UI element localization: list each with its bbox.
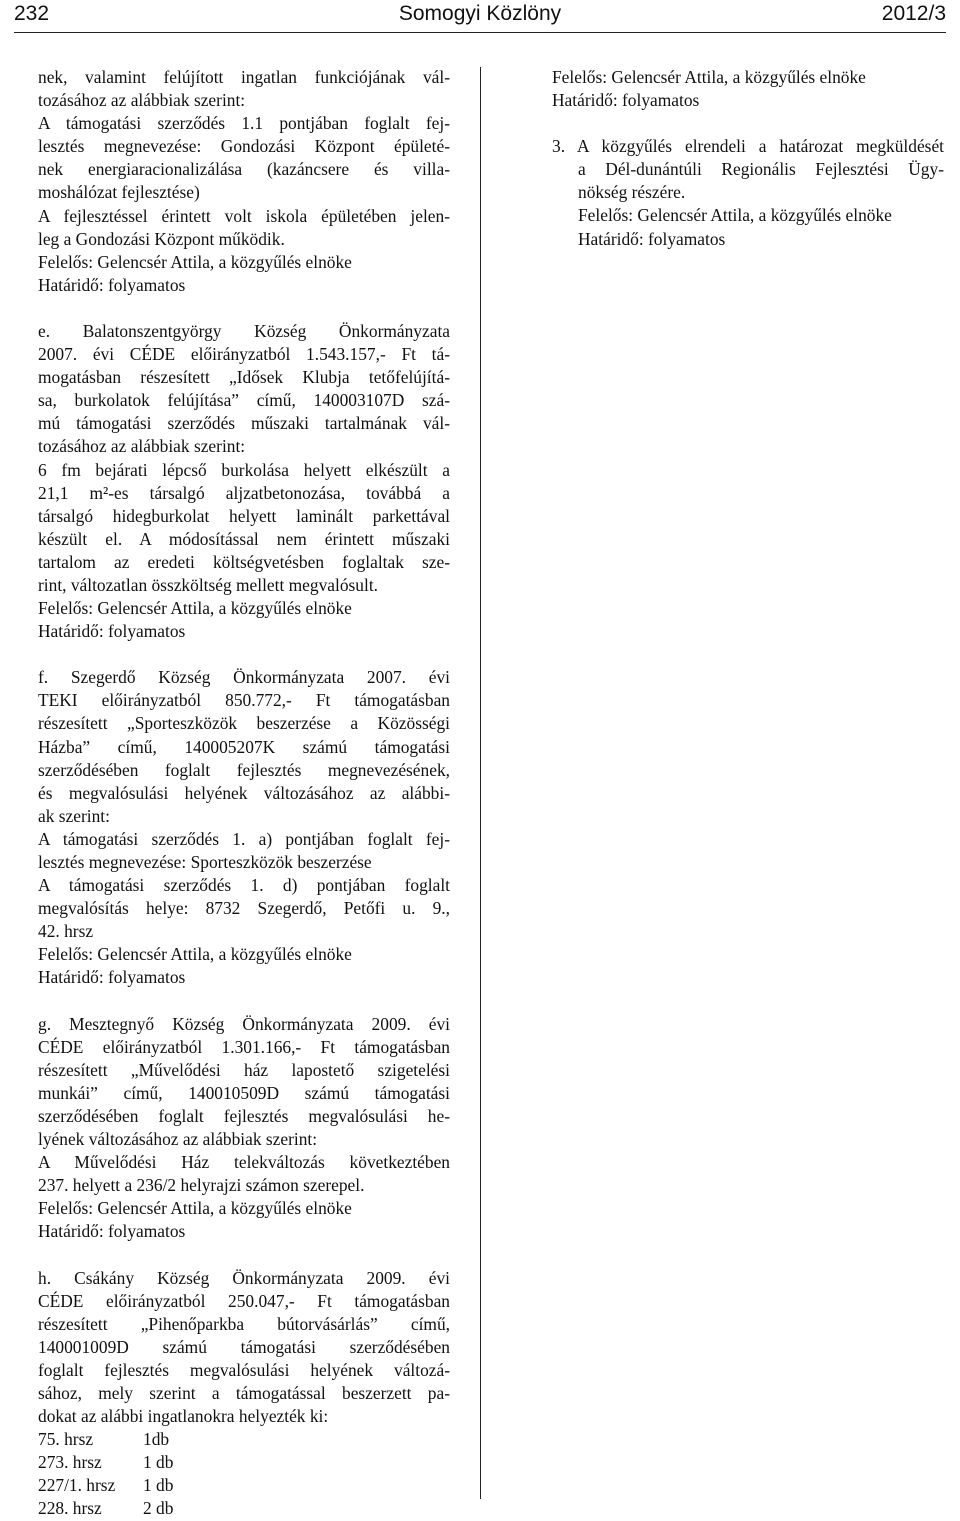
text-line: CÉDE előirányzatból 250.047,- Ft támogatásban [38, 1290, 450, 1311]
text-line: leg a Gondozási Központ működik. [38, 228, 285, 249]
text-line: ak szerint: [38, 805, 110, 826]
text-line: munkái” című, 140010509D számú támogatási [38, 1082, 450, 1103]
section-heading-line: e. Balatonszentgyörgy Község Önkormányzata [38, 320, 450, 341]
text-line: készült el. A módosítással nem érintett műszaki [38, 528, 450, 549]
text-line: szerződésében foglalt fejlesztés megvalósulási he- [38, 1105, 450, 1126]
text-line: a Dél-dunántúli Regionális Fejlesztési Ügy- [578, 159, 944, 180]
text-line: nek energiaracionalizálása (kazáncsere és villa- [38, 159, 450, 180]
text-line: sához, mely szerint a támogatással beszerzett pa- [38, 1382, 450, 1403]
section-heading-line: f. Szegerdő Község Önkormányzata 2007. évi [38, 667, 450, 688]
text-line: 21,1 m²-es társalgó aljzatbetonozása, továbbá a [38, 482, 450, 503]
text-line: rint, változatlan összköltség mellett megvalósult. [38, 574, 379, 595]
parcel-hrsz: 273. hrsz [38, 1452, 102, 1473]
text-line: részesített „Művelődési ház lapostető szigetelési [38, 1059, 450, 1080]
text-line: tartalom az eredeti költségvetésben foglaltak sze- [38, 551, 450, 572]
parcel-qty: 1 db [143, 1452, 174, 1473]
parcel-hrsz: 75. hrsz [38, 1429, 94, 1450]
text-line: A Művelődési Ház telekváltozás következtében [38, 1152, 450, 1173]
text-line: mogatásban részesített „Idősek Klubja tetőfelújítá- [38, 367, 450, 388]
parcel-row [38, 1474, 450, 1497]
parcel-row [38, 1451, 450, 1474]
text-line: 42. hrsz [38, 921, 94, 942]
journal-title: Somogyi Közlöny [398, 2, 562, 25]
section-heading-line: h. Csákány Község Önkormányzata 2009. évi [38, 1267, 450, 1288]
text-line: és megvalósulási helyének változásához az alábbi- [38, 782, 450, 803]
parcel-hrsz: 228. hrsz [38, 1498, 102, 1519]
text-line: nek, valamint felújított ingatlan funkciójának vál- [38, 67, 450, 87]
deadline-line: Határidő: folyamatos [38, 621, 186, 642]
responsible-line: Felelős: Gelencsér Attila, a közgyűlés elnöke [578, 205, 892, 226]
parcel-qty: 1db [143, 1429, 170, 1450]
deadline-line: Határidő: folyamatos [38, 274, 186, 295]
responsible-line: Felelős: Gelencsér Attila, a közgyűlés elnöke [38, 598, 352, 619]
text-line: részesített „Pihenőparkba bútorvásárlás” című, [38, 1313, 450, 1334]
text-line: Házba” című, 140005207K számú támogatási [38, 736, 450, 757]
right-column [552, 66, 944, 251]
text-line: foglalt fejlesztés megvalósulási helyének változá- [38, 1359, 450, 1380]
section-f [38, 666, 450, 989]
deadline-line: Határidő: folyamatos [38, 1221, 186, 1242]
issue-number: 2012/3 [881, 2, 946, 25]
text-line: dokat az alábbi ingatlanokra helyezték ki: [38, 1406, 329, 1427]
deadline-line: Határidő: folyamatos [38, 967, 186, 988]
deadline-line: Határidő: folyamatos [578, 228, 726, 249]
parcel-qty: 2 db [143, 1498, 174, 1519]
text-line: 2007. évi CÉDE előirányzatból 1.543.157,- Ft tá- [38, 344, 450, 365]
text-line: A támogatási szerződés 1. d) pontjában foglalt [38, 875, 450, 896]
section-e [38, 320, 450, 643]
text-line: A támogatási szerződés 1.1 pontjában foglalt fej- [38, 113, 450, 134]
responsible-line: Felelős: Gelencsér Attila, a közgyűlés elnöke [552, 67, 866, 87]
page-header [0, 0, 960, 30]
text-line: 6 fm bejárati lépcső burkolása helyett elkészült a [38, 459, 450, 480]
text-line: lyének változásához az alábbiak szerint: [38, 1129, 318, 1150]
text-line: sa, burkolatok felújítása” című, 140003107D szá- [38, 390, 450, 411]
page-number: 232 [14, 2, 50, 25]
numbered-item-line: 3. A közgyűlés elrendeli a határozat megküldését [552, 136, 944, 157]
header-rule [14, 32, 946, 33]
intro-paragraph [38, 66, 450, 297]
text-line: A fejlesztéssel érintett volt iskola épületében jelen- [38, 205, 450, 226]
responsible-line: Felelős: Gelencsér Attila, a közgyűlés elnöke [38, 1198, 352, 1219]
item-3 [552, 135, 944, 250]
text-line: mú támogatási szerződés műszaki tartalmának vál- [38, 413, 450, 434]
parcel-qty: 1 db [143, 1475, 174, 1496]
text-line: lesztés megnevezése: Gondozási Központ épületé- [38, 136, 450, 157]
section-h [38, 1267, 450, 1521]
text-line: nökség részére. [578, 182, 686, 203]
text-line: TEKI előirányzatból 850.772,- Ft támogatásban [38, 690, 450, 711]
text-line: részesített „Sporteszközök beszerzése a Közösségi [38, 713, 450, 734]
parcel-row [38, 1497, 450, 1520]
responsible-line: Felelős: Gelencsér Attila, a közgyűlés elnöke [38, 944, 352, 965]
left-column [38, 66, 450, 1521]
text-line: tozásához az alábbiak szerint: [38, 436, 246, 457]
deadline-line: Határidő: folyamatos [552, 90, 700, 111]
text-line: tozásához az alábbiak szerint: [38, 90, 246, 111]
text-line: szerződésében foglalt fejlesztés megnevezésének, [38, 759, 450, 780]
section-heading-line: g. Mesztegnyő Község Önkormányzata 2009. évi [38, 1013, 450, 1034]
text-line: 237. helyett a 236/2 helyrajzi számon szerepel. [38, 1175, 365, 1196]
text-line: CÉDE előirányzatból 1.301.166,- Ft támogatásban [38, 1036, 450, 1057]
column-divider [480, 67, 481, 1499]
responsible-line: Felelős: Gelencsér Attila, a közgyűlés elnöke [38, 251, 352, 272]
text-line: A támogatási szerződés 1. a) pontjában foglalt fej- [38, 828, 450, 849]
parcel-row [38, 1428, 450, 1451]
parcel-hrsz: 227/1. hrsz [38, 1475, 116, 1496]
text-line: 140001009D számú támogatási szerződésében [38, 1336, 450, 1357]
section-g [38, 1013, 450, 1244]
parcel-list [38, 1428, 450, 1520]
text-line: megvalósítás helye: 8732 Szegerdő, Petőfi u. 9., [38, 898, 450, 919]
text-line: társalgó hidegburkolat helyett laminált parkettával [38, 505, 450, 526]
text-line: lesztés megnevezése: Sporteszközök beszerzése [38, 852, 372, 872]
text-line: moshálózat fejlesztése) [38, 182, 200, 203]
